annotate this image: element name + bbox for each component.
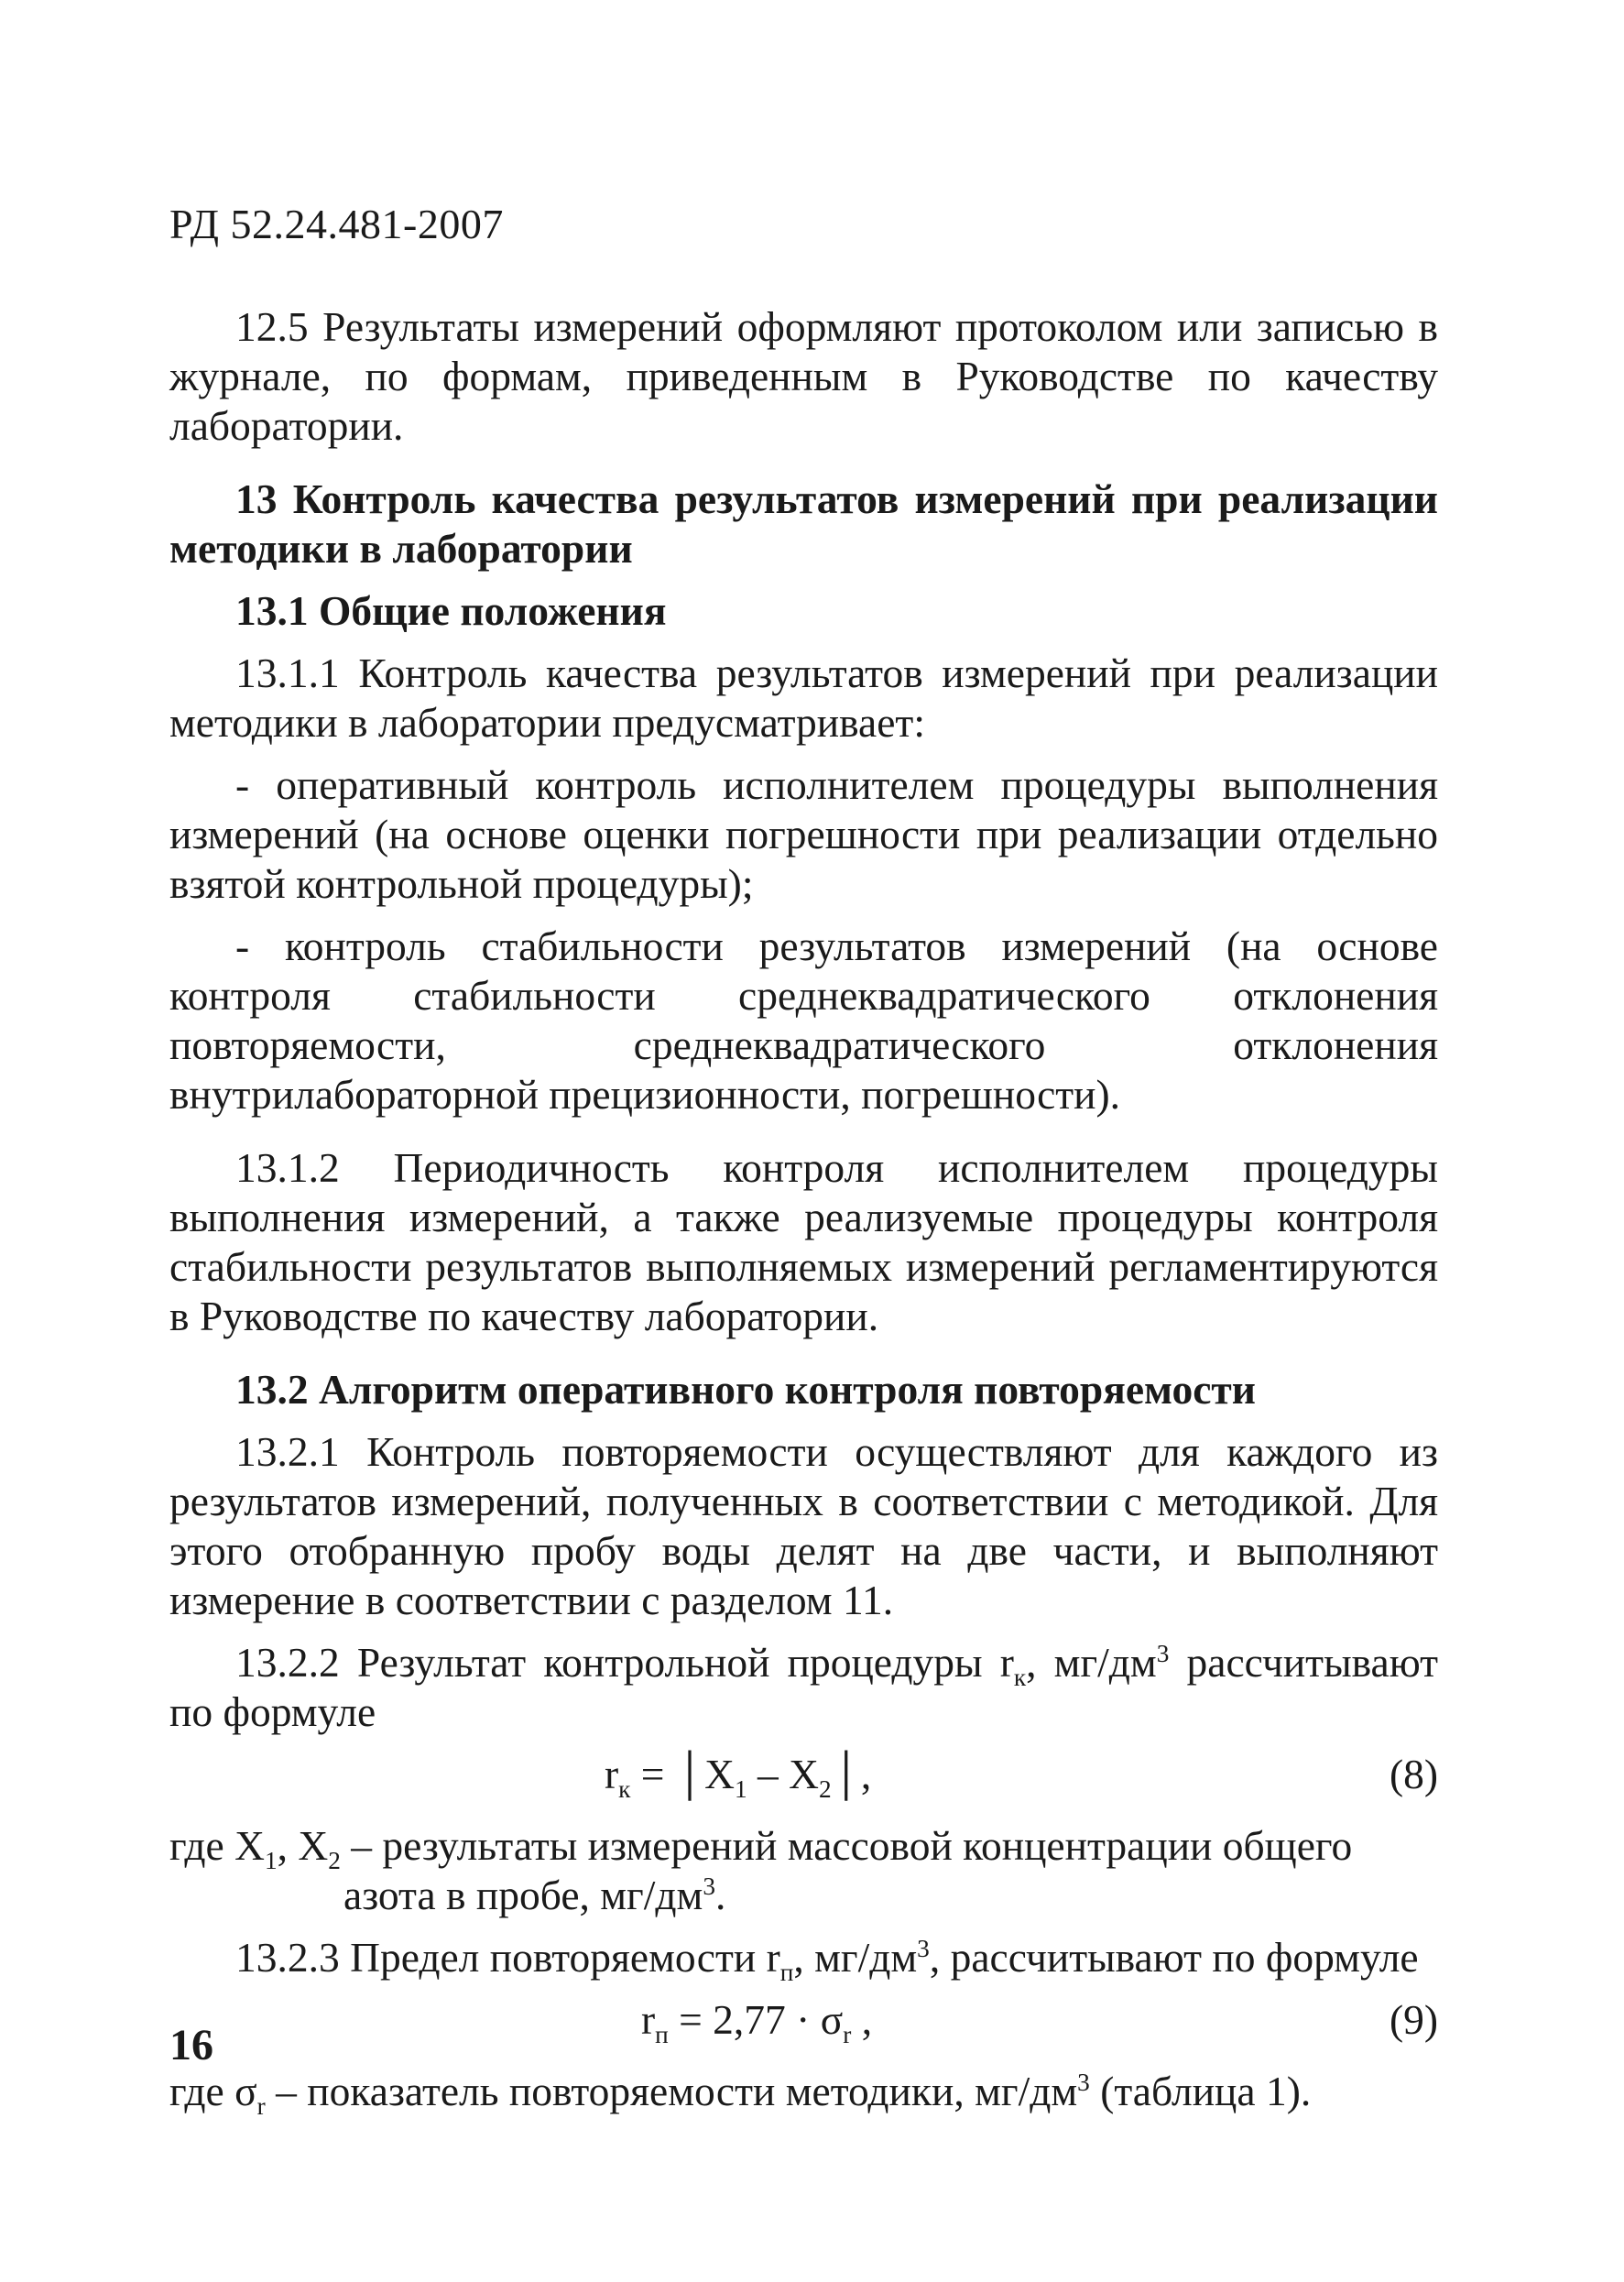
paragraph-13-2-2: 13.2.2 Результат контрольной процедуры $r_к$, $мг/дм^3$ рассчитывают по формуле	[169, 1639, 1438, 1735]
formula-9-row	[169, 1995, 1438, 2054]
list-item-stability-control: - контроль стабильности результатов измерений (на основе контроля стабильности среднеквадратического отклонения повторяемости, среднеквадратического отклонения внутрилабораторной прецизионности, погрешности).	[169, 923, 1438, 1118]
formula-8: $r_к$ = $│X_1$ – $X_2│$,	[605, 1751, 872, 1804]
formula-9: $r_п = 2,77 \cdot \sigma_r$ ,	[641, 1996, 873, 2049]
formula-8-row	[169, 1750, 1438, 1808]
formula-8-number: (8)	[1389, 1751, 1438, 1797]
formula-8-legend: где $X_1$, $X_2$ – результаты измерений массовой концентрации общего азота в пробе, $мг/дм^3$.	[169, 1822, 1353, 1918]
formula-9-number: (9)	[1389, 1996, 1438, 2043]
document-number: РД 52.24.481-2007	[169, 201, 504, 247]
formula-9-legend: где $\sigma_r$ – показатель повторяемости методики, $мг/дм^3$ (таблица 1).	[169, 2068, 1312, 2121]
section-heading-13: 13 Контроль качества результатов измерений при реализации методики в лаборатории	[169, 475, 1438, 572]
list-item-operational-control: - оперативный контроль исполнителем процедуры выполнения измерений (на основе оценки погрешности при реализации отдельно взятой контрольной процедуры);	[169, 761, 1438, 907]
paragraph-13-2-3: 13.2.3 Предел повторяемости $r_п$, $мг/дм^3$, рассчитывают по формуле	[235, 1934, 1419, 1987]
paragraph-12-5: 12.5 Результаты измерений оформляют протоколом или записью в журнале, по формам, приведенным в Руководстве по качеству лаборатории.	[169, 303, 1438, 449]
page-body	[169, 302, 1438, 2121]
subsection-heading-13-1: 13.1 Общие положения	[235, 587, 667, 634]
paragraph-13-1-1: 13.1.1 Контроль качества результатов измерений при реализации методики в лаборатории предусматривает:	[169, 650, 1438, 746]
page-number: 16	[169, 2021, 213, 2069]
paragraph-13-1-2: 13.1.2 Периодичность контроля исполнителем процедуры выполнения измерений, а также реализуемые процедуры контроля стабильности результатов выполняемых измерений регламентируются в Руководстве по качеству лаборатории.	[169, 1144, 1438, 1339]
paragraph-13-2-1: 13.2.1 Контроль повторяемости осуществляют для каждого из результатов измерений, полученных в соответствии с методикой. Для этого отобранную пробу воды делят на две части, и выполняют измерение в соответствии с разделом 11.	[169, 1428, 1438, 1623]
subsection-heading-13-2: 13.2 Алгоритм оперативного контроля повторяемости	[235, 1366, 1256, 1413]
